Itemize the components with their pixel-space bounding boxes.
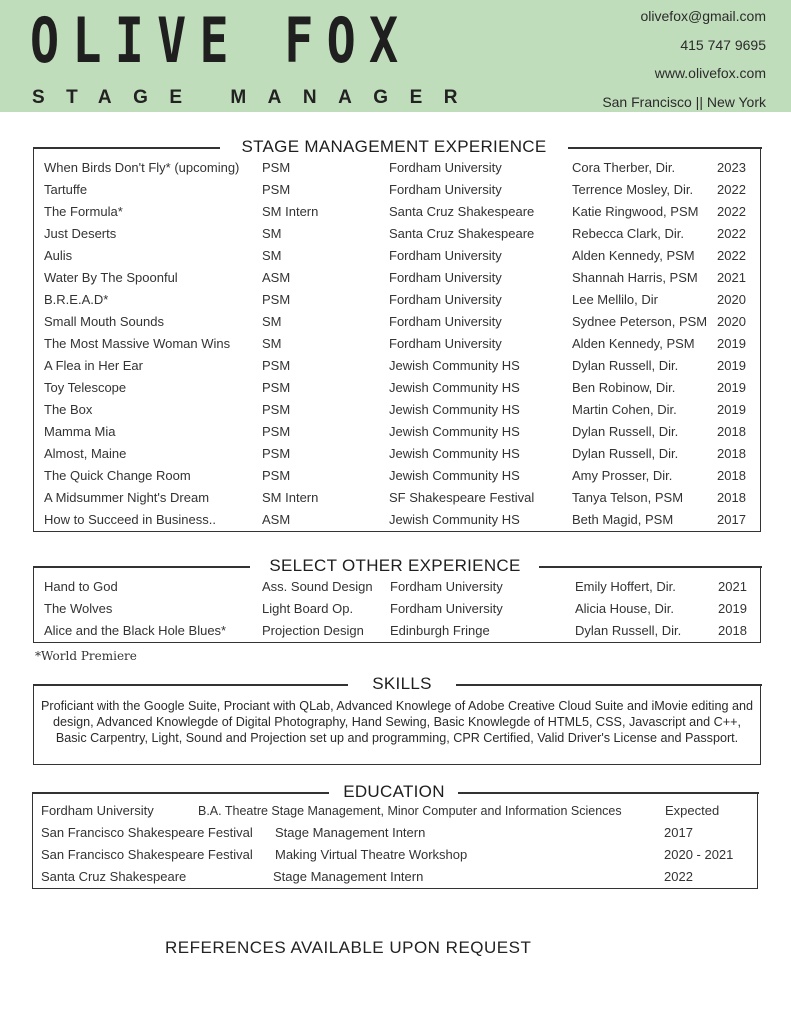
table-row <box>34 157 760 179</box>
skills-section <box>33 674 761 765</box>
skills-description: Proficiant with the Google Suite, Prociant with QLab, Advanced Knowlege of Adobe Creative Cloud Suite and iMovie editing and design, Advanced Knowlegde of Digital Photography, Hand Sewing, Basic Knowlegde of HTML5, CSS, Javascript and C++, Basic Carpentry, Light, Sound and Projection set up and programming, CPR Certified, Valid Driver's License and Passport. <box>41 699 753 746</box>
supervisor: Martin Cohen, Dir. <box>572 402 677 417</box>
program: Making Virtual Theatre Workshop <box>275 847 468 862</box>
show-title: The Most Massive Woman Wins <box>44 336 231 351</box>
venue: Santa Cruz Shakespeare <box>389 226 535 241</box>
show-title: Small Mouth Sounds <box>44 314 164 329</box>
venue: Fordham University <box>389 248 502 263</box>
section-title: SELECT OTHER EXPERIENCE <box>269 556 521 575</box>
supervisor: Amy Prosser, Dir. <box>572 468 673 483</box>
divider <box>539 566 762 568</box>
divider <box>33 566 250 568</box>
show-title: B.R.E.A.D* <box>44 292 109 307</box>
role: Light Board Op. <box>262 601 354 616</box>
table-row <box>33 822 757 844</box>
table-row <box>34 487 760 509</box>
venue: Jewish Community HS <box>389 402 520 417</box>
venue: Fordham University <box>389 160 502 175</box>
table-row <box>34 333 760 355</box>
show-title: Mamma Mia <box>44 424 116 439</box>
supervisor: Rebecca Clark, Dir. <box>572 226 684 241</box>
role: PSM <box>262 446 291 461</box>
supervisor: Dylan Russell, Dir. <box>572 358 679 373</box>
supervisor: Terrence Mosley, Dir. <box>572 182 694 197</box>
table-row <box>33 844 757 866</box>
supervisor: Alicia House, Dir. <box>575 601 674 616</box>
supervisor: Tanya Telson, PSM <box>572 490 684 505</box>
table-row <box>34 443 760 465</box>
venue: Fordham University <box>390 579 503 594</box>
table-row <box>34 201 760 223</box>
candidate-name: OLIVE FOX <box>30 4 412 77</box>
year: 2019 <box>718 601 747 616</box>
role: PSM <box>262 380 291 395</box>
role: SM Intern <box>262 204 319 219</box>
year: 2020 <box>717 292 746 307</box>
supervisor: Ben Robinow, Dir. <box>572 380 676 395</box>
venue: Jewish Community HS <box>389 512 520 527</box>
show-title: The Quick Change Room <box>44 468 191 483</box>
show-title: Hand to God <box>44 579 118 594</box>
table-row <box>34 377 760 399</box>
venue: Jewish Community HS <box>389 380 520 395</box>
year: 2022 <box>717 182 746 197</box>
table-row <box>34 465 760 487</box>
table-row <box>34 421 760 443</box>
supervisor: Emily Hoffert, Dir. <box>575 579 676 594</box>
show-title: The Box <box>44 402 93 417</box>
show-title: Just Deserts <box>44 226 117 241</box>
contact-info <box>602 6 766 120</box>
venue: Fordham University <box>389 270 502 285</box>
role: PSM <box>262 182 291 197</box>
year: Expected <box>665 803 720 818</box>
stage-management-section <box>33 137 761 532</box>
role: SM <box>262 314 282 329</box>
venue: Jewish Community HS <box>389 446 520 461</box>
institution: Fordham University <box>41 803 154 818</box>
table-row <box>34 179 760 201</box>
venue: Edinburgh Fringe <box>390 623 490 638</box>
venue: Santa Cruz Shakespeare <box>389 204 535 219</box>
institution: Santa Cruz Shakespeare <box>41 869 187 884</box>
divider <box>568 147 762 149</box>
table-row <box>33 866 757 888</box>
year: 2021 <box>718 579 747 594</box>
venue: SF Shakespeare Festival <box>389 490 535 505</box>
year: 2021 <box>717 270 746 285</box>
program: Stage Management Intern <box>275 825 426 840</box>
role: SM Intern <box>262 490 319 505</box>
program: Stage Management Intern <box>273 869 424 884</box>
venue: Fordham University <box>389 336 502 351</box>
section-title: EDUCATION <box>343 782 445 801</box>
role: SM <box>262 248 282 263</box>
email-link[interactable]: olivefox@gmail.com <box>640 8 766 24</box>
venue: Jewish Community HS <box>389 468 520 483</box>
show-title: The Formula* <box>44 204 123 219</box>
show-title: How to Succeed in Business.. <box>44 512 216 527</box>
world-premiere-footnote: *World Premiere <box>35 649 137 663</box>
supervisor: Dylan Russell, Dir. <box>572 446 679 461</box>
show-title: Almost, Maine <box>44 446 127 461</box>
year: 2020 <box>717 314 746 329</box>
role: ASM <box>262 512 291 527</box>
show-title: Alice and the Black Hole Blues* <box>44 623 227 638</box>
venue: Fordham University <box>389 182 502 197</box>
table-row <box>34 223 760 245</box>
other-experience-section <box>33 556 761 643</box>
supervisor: Cora Therber, Dir. <box>572 160 676 175</box>
table-row <box>34 399 760 421</box>
supervisor: Katie Ringwood, PSM <box>572 204 699 219</box>
year: 2019 <box>717 402 746 417</box>
role: SM <box>262 336 282 351</box>
year: 2020 - 2021 <box>664 847 734 862</box>
table-row <box>34 245 760 267</box>
references-note: REFERENCES AVAILABLE UPON REQUEST <box>165 938 532 957</box>
divider <box>33 147 220 149</box>
venue: Fordham University <box>390 601 503 616</box>
institution: San Francisco Shakespeare Festival <box>41 825 253 840</box>
supervisor: Alden Kennedy, PSM <box>572 248 695 263</box>
venue: Jewish Community HS <box>389 424 520 439</box>
show-title: Aulis <box>44 248 73 263</box>
job-title: STAGE MANAGER <box>32 87 479 108</box>
year: 2022 <box>717 226 746 241</box>
institution: San Francisco Shakespeare Festival <box>41 847 253 862</box>
supervisor: Lee Mellilo, Dir <box>572 292 658 307</box>
year: 2018 <box>717 490 746 505</box>
table-row <box>34 509 760 531</box>
supervisor: Sydnee Peterson, PSM <box>572 314 708 329</box>
role: ASM <box>262 270 291 285</box>
show-title: Tartuffe <box>44 182 88 197</box>
supervisor: Dylan Russell, Dir. <box>572 424 679 439</box>
role: PSM <box>262 292 291 307</box>
section-title: SKILLS <box>372 674 432 693</box>
table-row <box>34 598 760 620</box>
table-row <box>34 620 760 642</box>
year: 2017 <box>664 825 693 840</box>
supervisor: Alden Kennedy, PSM <box>572 336 695 351</box>
program: B.A. Theatre Stage Management, Minor Computer and Information Sciences <box>198 804 622 818</box>
divider <box>33 684 348 686</box>
table-row <box>34 576 760 598</box>
table-row <box>34 267 760 289</box>
year: 2018 <box>717 468 746 483</box>
year: 2022 <box>664 869 693 884</box>
divider <box>458 792 759 794</box>
venue: Fordham University <box>389 292 502 307</box>
phone-number: 415 747 9695 <box>680 36 766 53</box>
role: Ass. Sound Design <box>262 579 373 594</box>
role: PSM <box>262 160 291 175</box>
year: 2018 <box>718 623 747 638</box>
show-title: Water By The Spoonful <box>44 270 178 285</box>
year: 2022 <box>717 204 746 219</box>
year: 2023 <box>717 160 746 175</box>
table-row <box>34 289 760 311</box>
header-banner <box>0 0 791 112</box>
show-title: A Midsummer Night's Dream <box>44 490 210 505</box>
year: 2019 <box>717 380 746 395</box>
show-title: Toy Telescope <box>44 380 127 395</box>
year: 2017 <box>717 512 746 527</box>
year: 2018 <box>717 424 746 439</box>
role: PSM <box>262 358 291 373</box>
year: 2018 <box>717 446 746 461</box>
year: 2019 <box>717 336 746 351</box>
venue: Jewish Community HS <box>389 358 520 373</box>
divider <box>32 792 329 794</box>
year: 2019 <box>717 358 746 373</box>
supervisor: Shannah Harris, PSM <box>572 270 698 285</box>
show-title: When Birds Don't Fly* (upcoming) <box>44 160 240 175</box>
year: 2022 <box>717 248 746 263</box>
location: San Francisco || New York <box>602 93 766 110</box>
supervisor: Beth Magid, PSM <box>572 512 674 527</box>
section-title: STAGE MANAGEMENT EXPERIENCE <box>241 137 547 156</box>
table-row <box>34 355 760 377</box>
venue: Fordham University <box>389 314 502 329</box>
role: PSM <box>262 424 291 439</box>
table-row <box>33 800 757 822</box>
role: PSM <box>262 468 291 483</box>
show-title: The Wolves <box>44 601 113 616</box>
education-section <box>32 782 758 889</box>
website-link[interactable]: www.olivefox.com <box>654 65 766 81</box>
role: Projection Design <box>262 623 364 638</box>
table-row <box>34 311 760 333</box>
supervisor: Dylan Russell, Dir. <box>575 623 682 638</box>
divider <box>456 684 762 686</box>
show-title: A Flea in Her Ear <box>44 358 143 373</box>
role: PSM <box>262 402 291 417</box>
role: SM <box>262 226 282 241</box>
